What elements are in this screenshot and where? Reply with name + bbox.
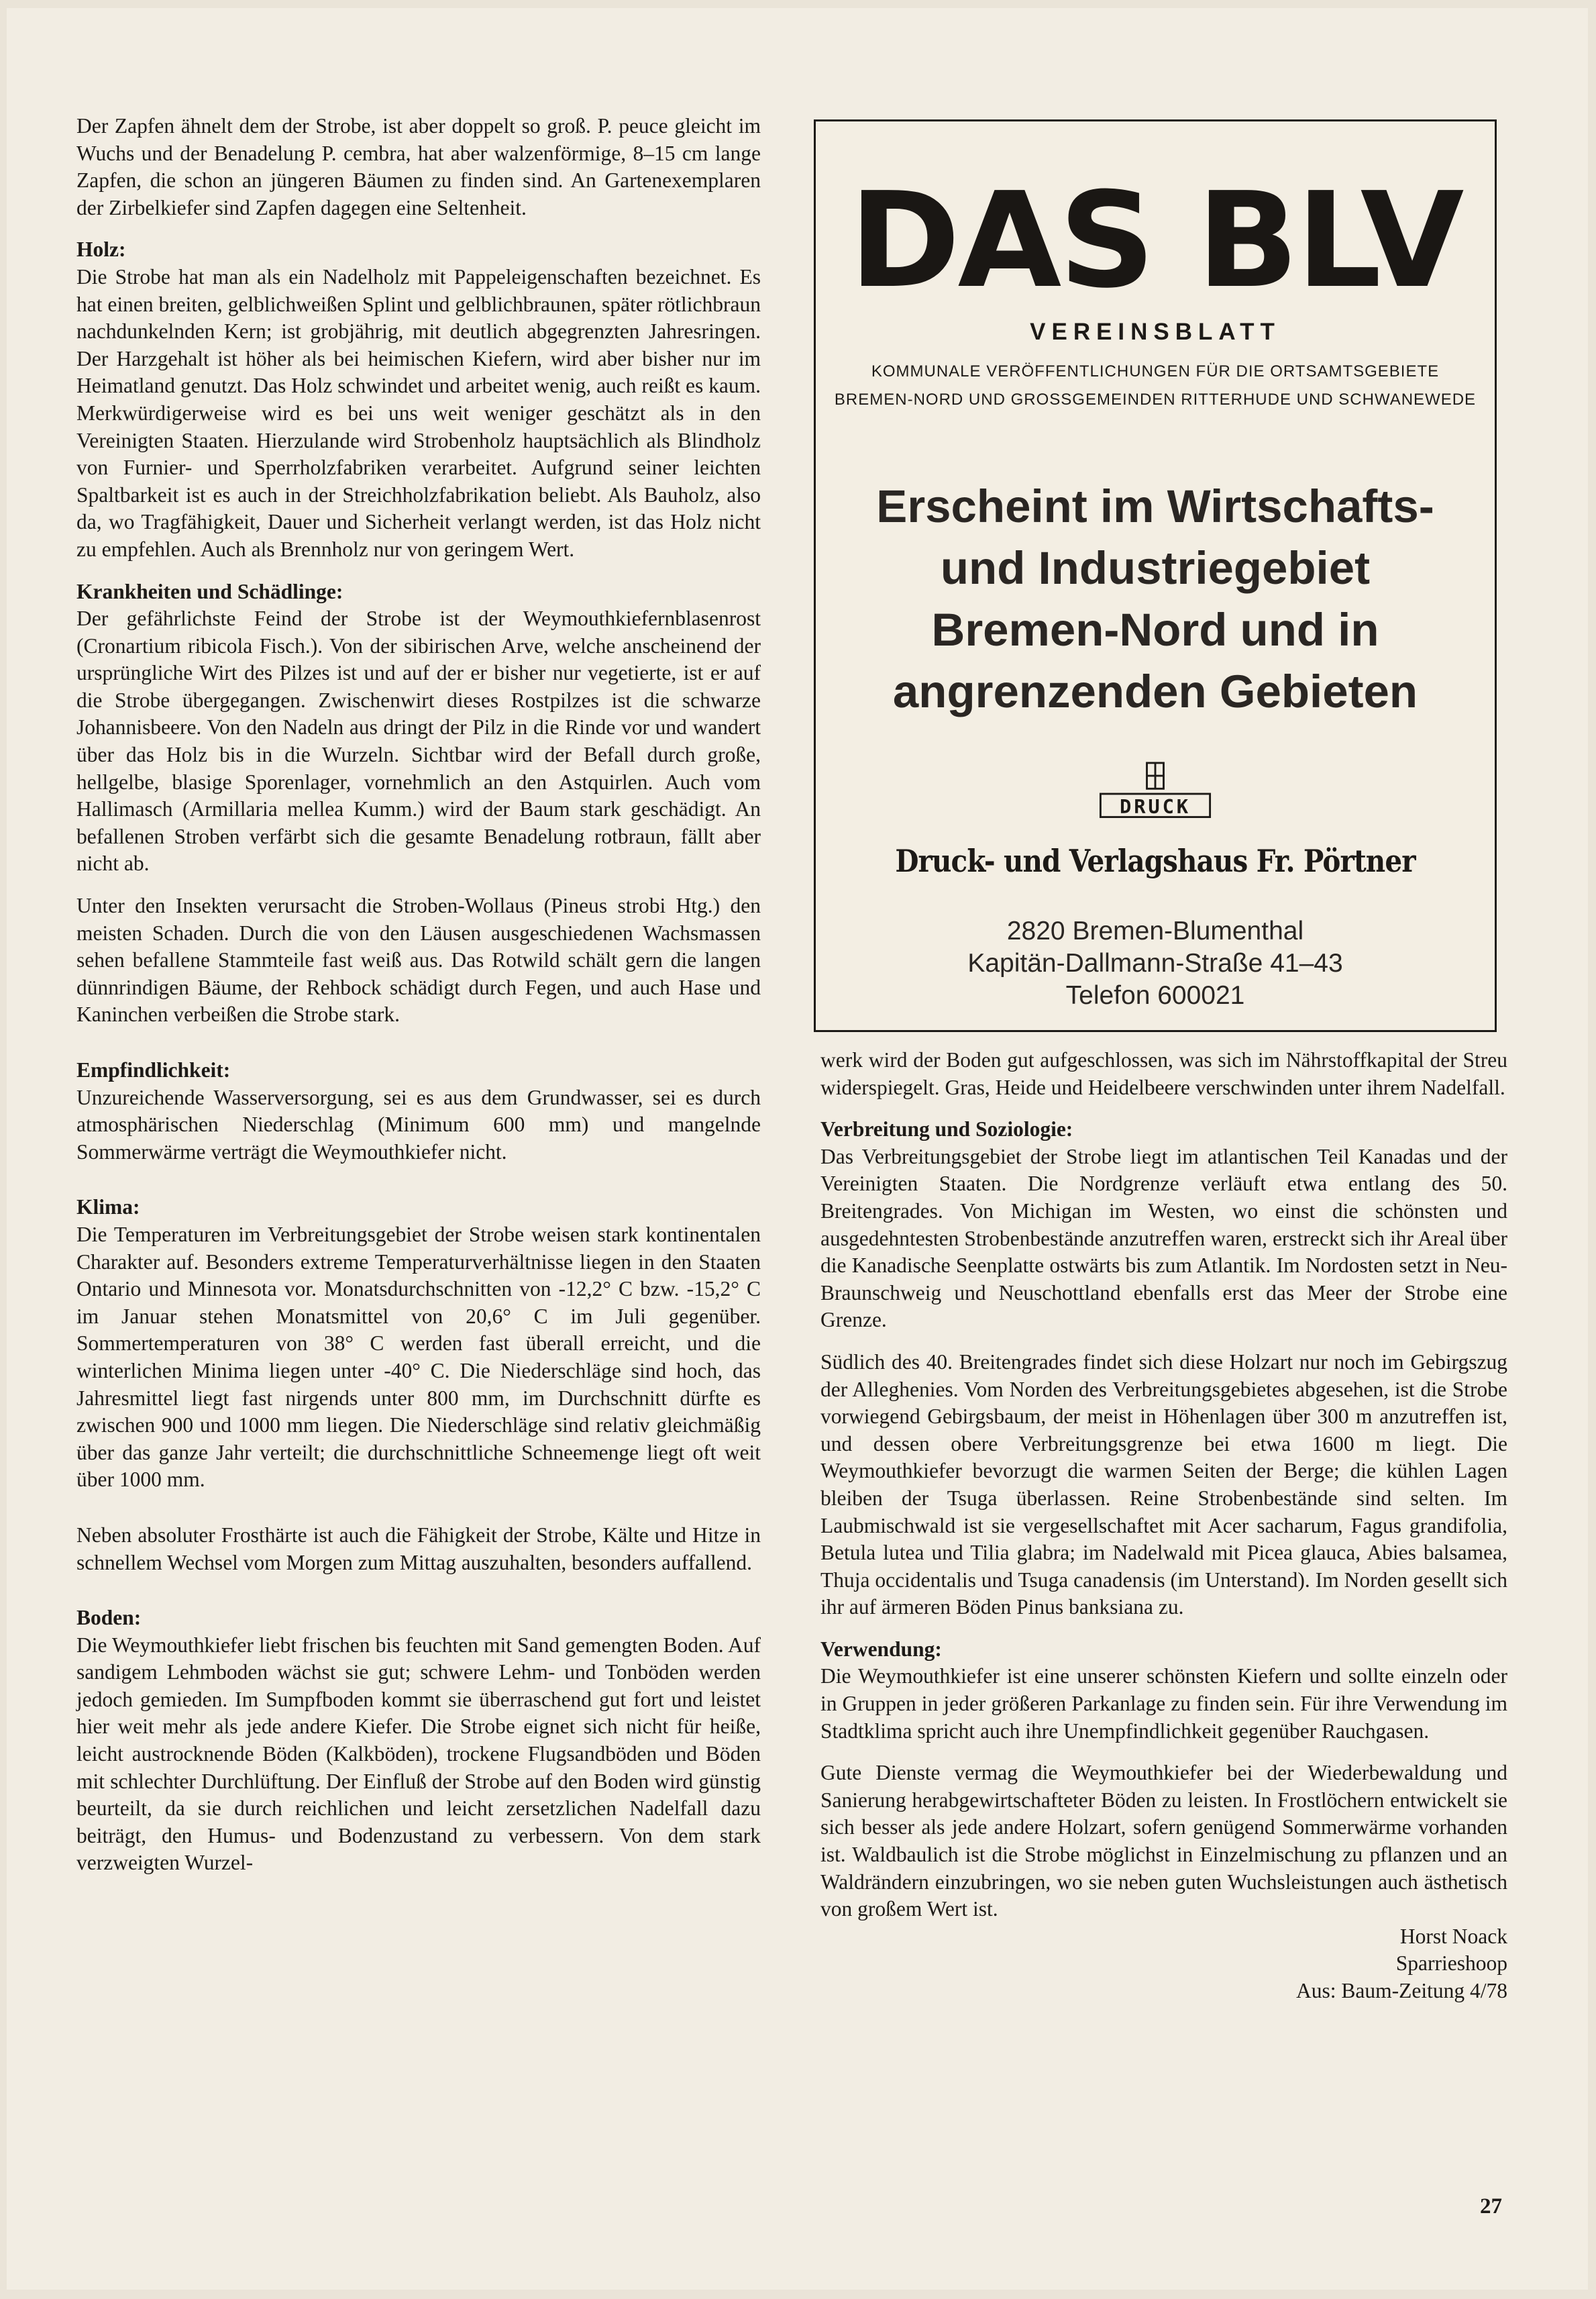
ad-title: DAS BLV [849,164,1462,317]
verbreitung-paragraph: Das Verbreitungsgebiet der Strobe liegt im atlantischen Teil Kanadas und der Vereinigten Staaten. Die Nordgrenze verläuft etwa entlang des 50. Breitengrades. Von Michigan im Westen, wo einst die schönsten und ausgedehntesten Strobenbestände anzutreffen waren, erstreckt sich ihr Areal über die Kanadische Seenplatte ostwärts bis zum Atlantik. Im Nordosten setzt in Neu-Braunschweig und Neuschottland ebenfalls erst das Meer der Strobe eine Grenze. [820,1144,1507,1332]
ad-headline-line-3: Bremen-Nord und in [931,604,1379,656]
druck-logo-icon [1092,762,1219,826]
boden-paragraph: Die Weymouthkiefer liebt frischen bis feuchten mit Sand gemengten Boden. Auf sandigem Lehmboden wächst sie gut; schwere Lehm- und Tonböden werden jedoch gemieden. Im Sumpfboden kommt sie überraschend gut fort und leistet hier weit mehr als jede andere Kiefer. Die Strobe eignet sich nicht für heiße, leicht austrocknende Böden (Kalkböden), trockene Flugsandböden und Böden mit schlechter Durchlüftung. Der Einfluß der Strobe auf den Boden wird günstig beurteilt, da sie durch reichlichen und leicht zersetzlichen Nadelfall dazu beiträgt, den Humus- und Bodenzustand zu verbessern. Von dem stark verzweigten Wurzel- [76,1633,761,1875]
heading-krankheiten: Krankheiten und Schädlinge: [76,579,343,603]
author-place: Sparrieshoop [1395,1951,1507,1976]
right-column [820,1047,1507,2005]
insekten-paragraph: Unter den Insekten verursacht die Stroben-Wollaus (Pineus strobi Htg.) den meisten Schaden. Durch die von den Läusen ausgeschiedenen Wachsmassen sehen befallene Stammteile fast weiß aus. Das Rotwild schält gern die langen dünnrindigen Bäume, der Rehbock schädigt durch Fegen, und auch Hase und Kaninchen verbeißen die Strobe stark. [76,894,761,1027]
ad-phone: Telefon 600021 [1065,981,1245,1010]
intro-paragraph: Der Zapfen ähnelt dem der Strobe, ist aber doppelt so groß. P. peuce gleicht im Wuchs und der Benadelung P. cembra, hat aber walzenförmige, 8–15 cm lange Zapfen, die schon an jüngeren Bäumen zu finden sind. An Gartenexemplaren der Zirbelkiefer sind Zapfen dagegen eine Seltenheit. [76,114,761,219]
ad-headline-line-1: Erscheint im Wirtschafts- [876,480,1434,532]
klima-paragraph: Die Temperaturen im Verbreitungsgebiet der Strobe weisen stark kontinentalen Charakter auf. Besonders extreme Temperaturverhältnisse liegen in den Staaten Ontario und Minnesota vor. Monatsdurchschnitten von -12,2° C bzw. -15,2° C im Januar stehen Monatsmittel von 20,6° C im Juli gegenüber. Sommertemperaturen von 38° C werden fast überall erreicht, und die winterlichen Minima liegen unter -40° C. Die Niederschläge sind hoch, das Jahresmittel liegt fast nirgends unter 800 mm, im Durchschnitt dürfte es zwischen 900 und 1000 mm liegen. Die Niederschläge sind relativ gleichmäßig über das ganze Jahr verteilt; die durchschnittliche Schneemenge liegt oft weit über 1000 mm. [76,1222,761,1492]
ad-notice-line-2: BREMEN-NORD UND GROSSGEMEINDEN RITTERHUDE UND SCHWANEWEDE [834,391,1477,409]
dienste-paragraph: Gute Dienste vermag die Weymouthkiefer bei der Wiederbewaldung und Sanierung herabgewirtschafteter Böden zu leisten. In Frostlöchern entwickelt sie sich besser als jede andere Holzart, sofern genügend Sommerwärme vorhanden ist. Waldbaulich ist die Strobe möglichst in Einzelmischung zu pflanzen und an Waldrändern einzubringen, wo sie neben guten Wuchsleistungen auch ästhetisch von großem Wert ist. [820,1761,1507,1921]
source-citation: Aus: Baum-Zeitung 4/78 [1296,1979,1507,2002]
svg-text:DRUCK: DRUCK [1120,795,1191,818]
heading-holz: Holz: [76,238,126,262]
ad-headline [816,476,1495,723]
heading-boden: Boden: [76,1606,142,1630]
continuation-paragraph: werk wird der Boden gut aufgeschlossen, was sich im Nährstoffkapital der Streu widerspiegelt. Gras, Heide und Heidelbeere verschwinden unter ihrem Nadelfall. [820,1048,1507,1099]
heading-empfindlichkeit: Empfindlichkeit: [76,1058,231,1082]
heading-klima: Klima: [76,1195,140,1219]
krankheiten-paragraph: Der gefährlichste Feind der Strobe ist der Weymouthkiefernblasenrost (Cronartium ribicola Fisch.). Von der sibirischen Arve, welche anscheinend der ursprüngliche Wirt des Pilzes ist und auf der er bisher nur vegetierte, ist er auf die Strobe übergegangen. Zwischenwirt dieses Rostpilzes ist die schwarze Johannisbeere. Von den Nadeln aus dringt der Pilz in die Rinde vor und wandert über das Holz bis in die Wurzeln. Sichtbar wird der Befall durch große, hellgelbe, blasige Sporenlager, vornehmlich an den Astquirlen. Auch vom Hallimasch (Armillaria mellea Kumm.) wird der Baum stark geschädigt. An befallenen Stroben verfärbt sich die gesamte Benadelung rotbraun, fällt aber nicht ab. [76,607,761,876]
ad-headline-line-4: angrenzenden Gebieten [892,666,1418,717]
ad-address-line-1: 2820 Bremen-Blumenthal [1006,917,1304,946]
holz-paragraph: Die Strobe hat man als ein Nadelholz mit Pappeleigenschaften bezeichnet. Es hat einen breiten, gelblichweißen Splint und gelblichbraunen, später rötlichbraun nachdunkelnden Kern; ist grobjährig, mit deutlich abgegrenzten Jahresringen. Der Harzgehalt ist höher als bei heimischen Kiefern, wird aber bisher nur im Heimatland genutzt. Das Holz schwindet und arbeitet wenig, auch reißt es kaum. Merkwürdigerweise wird es bei uns weit weniger geschätzt als in den Vereinigten Staaten. Hierzulande wird Strobenholz hauptsächlich als Blindholz von Furnier- und Sperrholzfabriken verarbeitet. Aufgrund seiner leichten Spaltbarkeit ist es auch in der Streichholzfabrikation beliebt. Als Bauholz, also da, wo Tragfähigkeit, Dauer und Sicherheit verlangt werden, ist das Holz nicht zu empfehlen. Auch als Brennholz nur von geringem Wert. [76,264,761,561]
ad-headline-line-2: und Industriegebiet [940,542,1371,594]
ad-subtitle: VEREINSBLATT [1030,319,1281,345]
page [7,8,1588,2290]
author-name: Horst Noack [1399,1924,1507,1948]
page-number: 27 [1480,2194,1502,2218]
ad-notice-line-1: KOMMUNALE VERÖFFENTLICHUNGEN FÜR DIE ORTSAMTSGEBIETE [871,362,1440,380]
heading-verwendung: Verwendung: [820,1637,942,1661]
heading-verbreitung: Verbreitung und Soziologie: [820,1117,1073,1141]
ad-address-line-2: Kapitän-Dallmann-Straße 41–43 [967,949,1343,978]
ad-publisher: Druck- und Verlagshaus Fr. Pörtner [895,843,1416,879]
empfindlichkeit-paragraph: Unzureichende Wasserversorgung, sei es aus dem Grundwasser, sei es durch atmosphärischen Niederschlag (Minimum 600 mm) und mangelnde Sommerwärme verträgt die Weymouthkiefer nicht. [76,1085,761,1164]
verwendung-paragraph: Die Weymouthkiefer ist eine unserer schönsten Kiefern und sollte einzeln oder in Gruppen in jeder größeren Parkanlage zu finden sein. Für ihre Verwendung im Stadtklima spricht auch ihre Unempfindlichkeit gegenüber Rauchgasen. [820,1664,1507,1743]
advertisement-box [814,119,1497,1032]
sueden-paragraph: Südlich des 40. Breitengrades findet sich diese Holzart nur noch im Gebirgszug der Alleghenies. Vom Norden des Verbreitungsgebietes abgesehen, ist die Strobe vorwiegend Gebirgsbaum, der meist in Höhenlagen über 300 m anzutreffen ist, und dessen obere Verbreitungsgrenze bei etwa 1600 m liegt. Die Weymouthkiefer bevorzugt die warmen Seiten der Berge; die kühlen Lagen bleiben der Tsuga überlassen. Reine Strobenbestände sind selten. Im Laubmischwald ist sie vergesellschaftet mit Acer sacharum, Fagus grandifolia, Betula lutea und Tilia glabra; im Nadelwald mit Picea glauca, Abies balsamea, Thuja occidentalis und Tsuga canadensis (im Unterstand). Im Norden gesellt sich ihr auf ärmeren Böden Pinus banksiana zu. [820,1349,1507,1619]
frost-paragraph: Neben absoluter Frosthärte ist auch die Fähigkeit der Strobe, Kälte und Hitze in schnellem Wechsel vom Morgen zum Mittag auszuhalten, besonders auffallend. [76,1523,761,1574]
left-column [76,113,761,1892]
